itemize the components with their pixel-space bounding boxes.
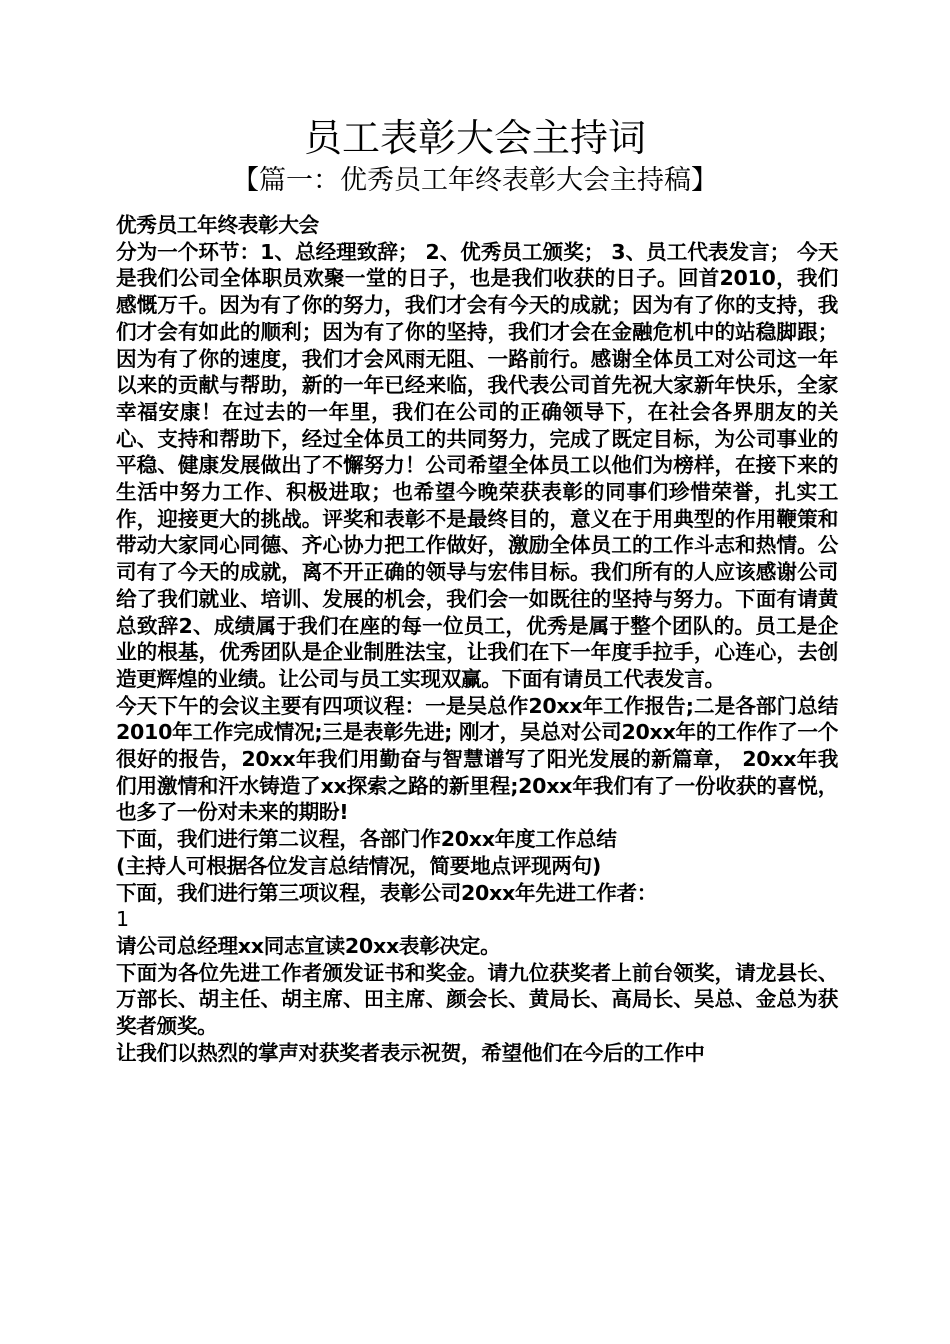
paragraph-announcement: 请公司总经理xx同志宣读20xx表彰决定。 [116,933,501,958]
paragraph-applause: 让我们以热烈的掌声对获奖者表示祝贺，希望他们在今后的工作中 [116,1040,705,1065]
document-title: 员工表彰大会主持词 [303,116,646,160]
paragraph-heading: 优秀员工年终表彰大会 [116,213,319,237]
paragraph-agenda: 今天下午的会议主要有四项议程：一是吴总作20xx年工作报告;二是各部门总结2010年工作完成情况;三是表彰先进; 刚才，吴总对公司20xx年的工作作了一个很好的报告，20xx年我们用勤奋与智慧谱写了阳光发展的新篇章， 20xx年我们用激情和汗水铸造了xx探索之路的新里程;20xx年我们有了一份收获的喜悦，也多了一份对未来的期盼! [116,693,838,825]
paragraph-opening: 分为一个环节：1、总经理致辞； 2、优秀员工颁奖； 3、员工代表发言； 今天是我们公司全体职员欢聚一堂的日子，也是我们收获的日子。回首2010，我们感慨万千。因为有了你的努力，我们才会有今天的成就；因为有了你的支持，我们才会有如此的顺利；因为有了你的坚持，我们才会在金融危机中的站稳脚跟；因为有了你的速度，我们才会风雨无阻、一路前行。感谢全体员工对公司这一年以来的贡献与帮助，新的一年已经来临，我代表公司首先祝大家新年快乐，全家幸福安康！在过去的一年里，我们在公司的正确领导下，在社会各界朋友的关心、支持和帮助下，经过全体员工的共同努力，完成了既定目标，为公司事业的平稳、健康发展做出了不懈努力！公司希望全体员工以他们为榜样，在接下来的生活中努力工作、积极进取；也希望今晚荣获表彰的同事们珍惜荣誉，扎实工作，迎接更大的挑战。评奖和表彰不是最终目的，意义在于用典型的作用鞭策和带动大家同心同德、齐心协力把工作做好，激励全体员工的工作斗志和热情。公司有了今天的成就，离不开正确的领导与宏伟目标。我们所有的人应该感谢公司给了我们就业、培训、发展的机会，我们会一如既往的坚持与努力。下面有请黄总致辞2、成绩属于我们在座的每一位员工，优秀是属于整个团队的。员工是企业的根基，优秀团队是企业制胜法宝，让我们在下一年度手拉手，心连心，去创造更辉煌的业绩。让公司与员工实现双赢。下面有请员工代表发言。 [116,239,838,691]
paragraph-host-note: (主持人可根据各位发言总结情况，简要地点评现两句) [116,853,601,878]
paragraph-second-item: 下面，我们进行第二议程，各部门作20xx年度工作总结 [116,827,617,852]
page-number: 1 [116,907,129,932]
document-body [116,212,838,1067]
document-subtitle: 【篇一：优秀员工年终表彰大会主持稿】 [232,165,718,196]
paragraph-third-item: 下面，我们进行第三项议程，表彰公司20xx年先进工作者： [116,880,658,905]
paragraph-award: 下面为各位先进工作者颁发证书和奖金。请九位获奖者上前台领奖，请龙县长、万部长、胡主任、胡主席、田主席、颜会长、黄局长、高局长、吴总、金总为获奖者颁奖。 [116,960,838,1039]
